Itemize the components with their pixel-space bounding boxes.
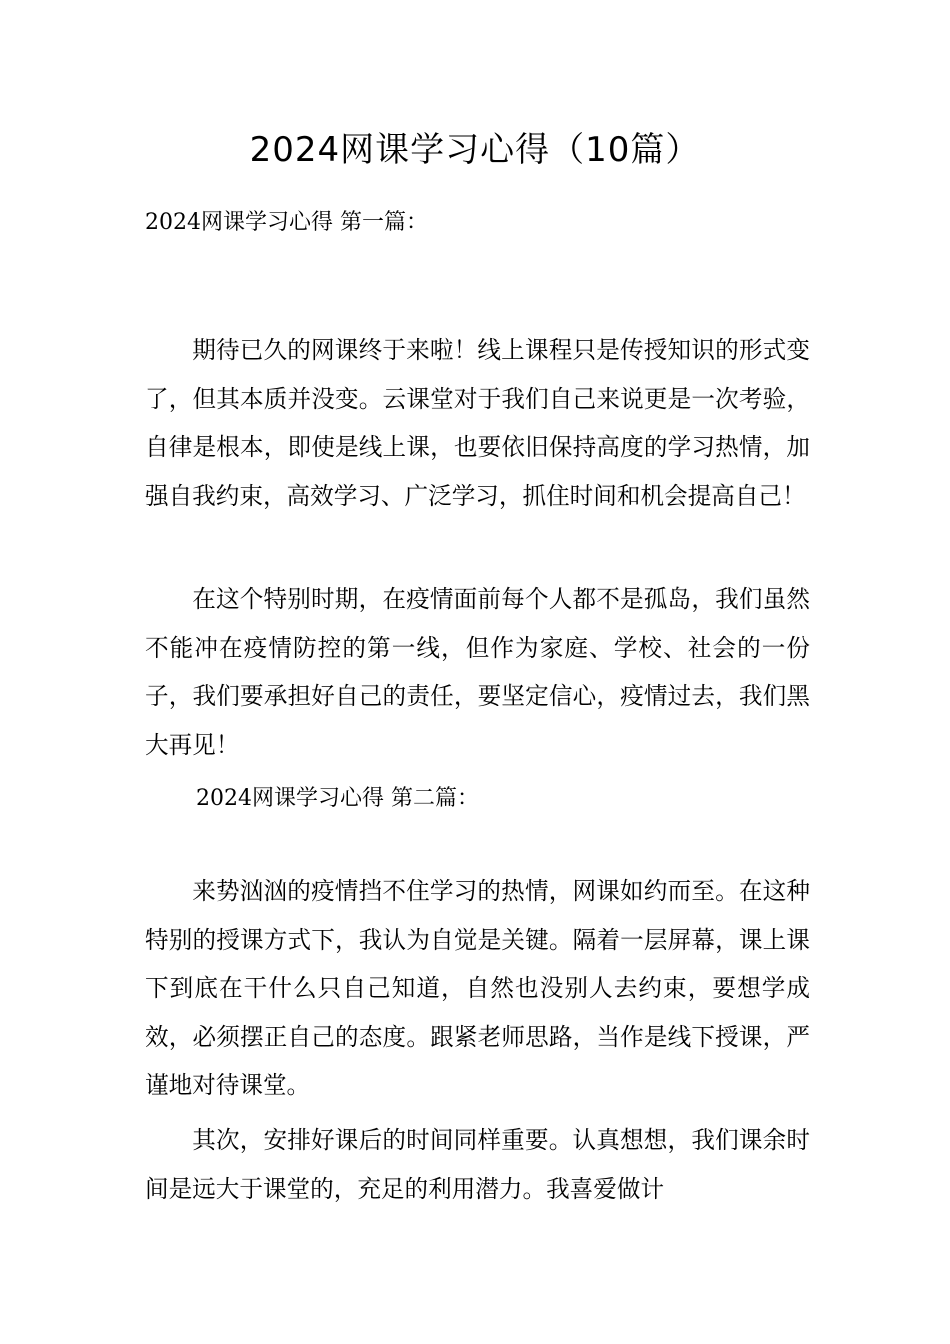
paragraph: 其次，安排好课后的时间同样重要。认真想想，我们课余时间是远大于课堂的，充足的利用潜力。我喜爱做计 bbox=[145, 1126, 810, 1203]
paragraph: 在这个特别时期，在疫情面前每个人都不是孤岛，我们虽然不能冲在疫情防控的第一线，但作为家庭、学校、社会的一份子，我们要承担好自己的责任，要坚定信心，疫情过去，我们黑大再见！ bbox=[145, 585, 810, 759]
section-heading-2: 2024网课学习心得 第二篇： bbox=[196, 786, 479, 811]
document-title: 2024网课学习心得（10篇） bbox=[249, 130, 701, 170]
section-heading-1: 2024网课学习心得 第一篇： bbox=[145, 210, 428, 235]
paragraph: 期待已久的网课终于来啦！线上课程只是传授知识的形式变了，但其本质并没变。云课堂对于我们自己来说更是一次考验，自律是根本，即使是线上课，也要依旧保持高度的学习热情，加强自我约束，高效学习、广泛学习，抓住时间和机会提高自己！ bbox=[145, 336, 810, 510]
paragraph: 来势汹汹的疫情挡不住学习的热情，网课如约而至。在这种特别的授课方式下，我认为自觉是关键。隔着一层屏幕，课上课下到底在干什么只自己知道，自然也没别人去约束，要想学成效，必须摆正自己的态度。跟紧老师思路，当作是线下授课，严谨地对待课堂。 bbox=[145, 877, 810, 1099]
